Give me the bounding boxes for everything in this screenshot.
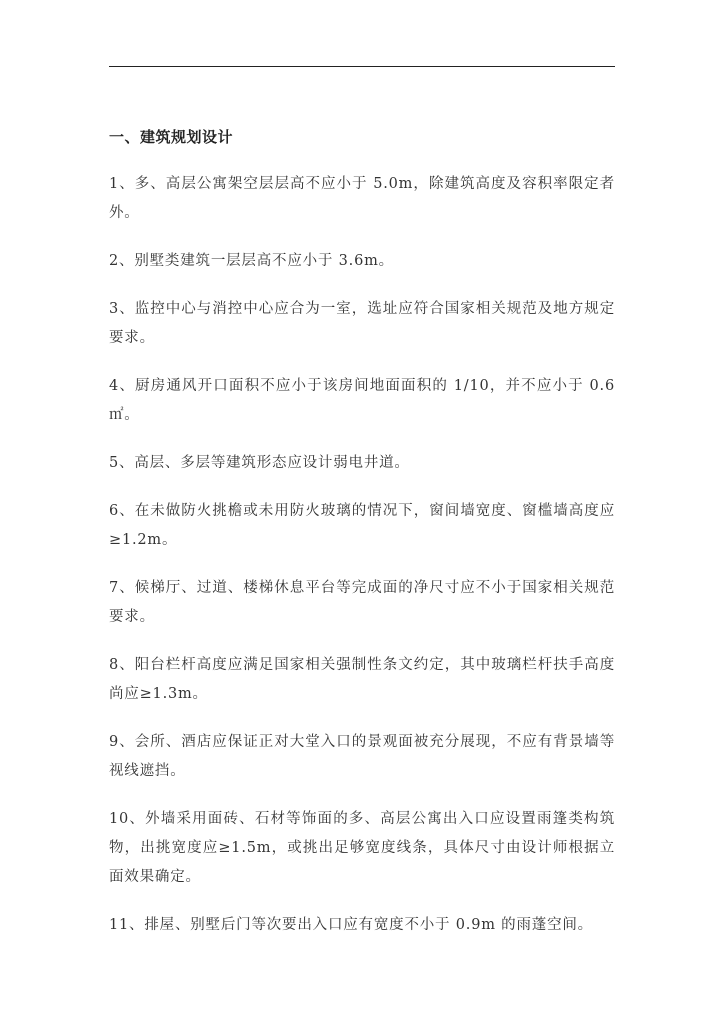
list-item: 11、排屋、别墅后门等次要出入口应有宽度不小于 0.9m 的雨蓬空间。 — [109, 917, 593, 933]
list-item: 7、候梯厅、过道、楼梯休息平台等完成面的净尺寸应不小于国家相关规范要求。 — [109, 580, 615, 625]
list-item: 9、会所、酒店应保证正对大堂入口的景观面被充分展现，不应有背景墙等视线遮挡。 — [109, 734, 615, 779]
list-item: 5、高层、多层等建筑形态应设计弱电井道。 — [109, 455, 410, 471]
header-rule — [109, 66, 615, 67]
list-item: 10、外墙采用面砖、石材等饰面的多、高层公寓出入口应设置雨篷类构筑物，出挑宽度应≥1.5m，或挑出足够宽度线条，具体尺寸由设计师根据立面效果确定。 — [109, 811, 615, 885]
document-body — [109, 124, 615, 940]
list-item: 1、多、高层公寓架空层层高不应小于 5.0m，除建筑高度及容积率限定者外。 — [109, 176, 615, 221]
list-item: 3、监控中心与消控中心应合为一室，选址应符合国家相关规范及地方规定要求。 — [109, 301, 615, 346]
list-item: 8、阳台栏杆高度应满足国家相关强制性条文约定，其中玻璃栏杆扶手高度尚应≥1.3m。 — [109, 657, 615, 702]
list-item: 4、厨房通风开口面积不应小于该房间地面面积的 1/10，并不应小于 0.6 ㎡。 — [109, 378, 615, 423]
section-title: 一、建筑规划设计 — [109, 128, 234, 146]
list-item: 6、在未做防火挑檐或未用防火玻璃的情况下，窗间墙宽度、窗槛墙高度应≥1.2m。 — [109, 503, 615, 548]
list-item: 2、别墅类建筑一层层高不应小于 3.6m。 — [109, 253, 394, 269]
